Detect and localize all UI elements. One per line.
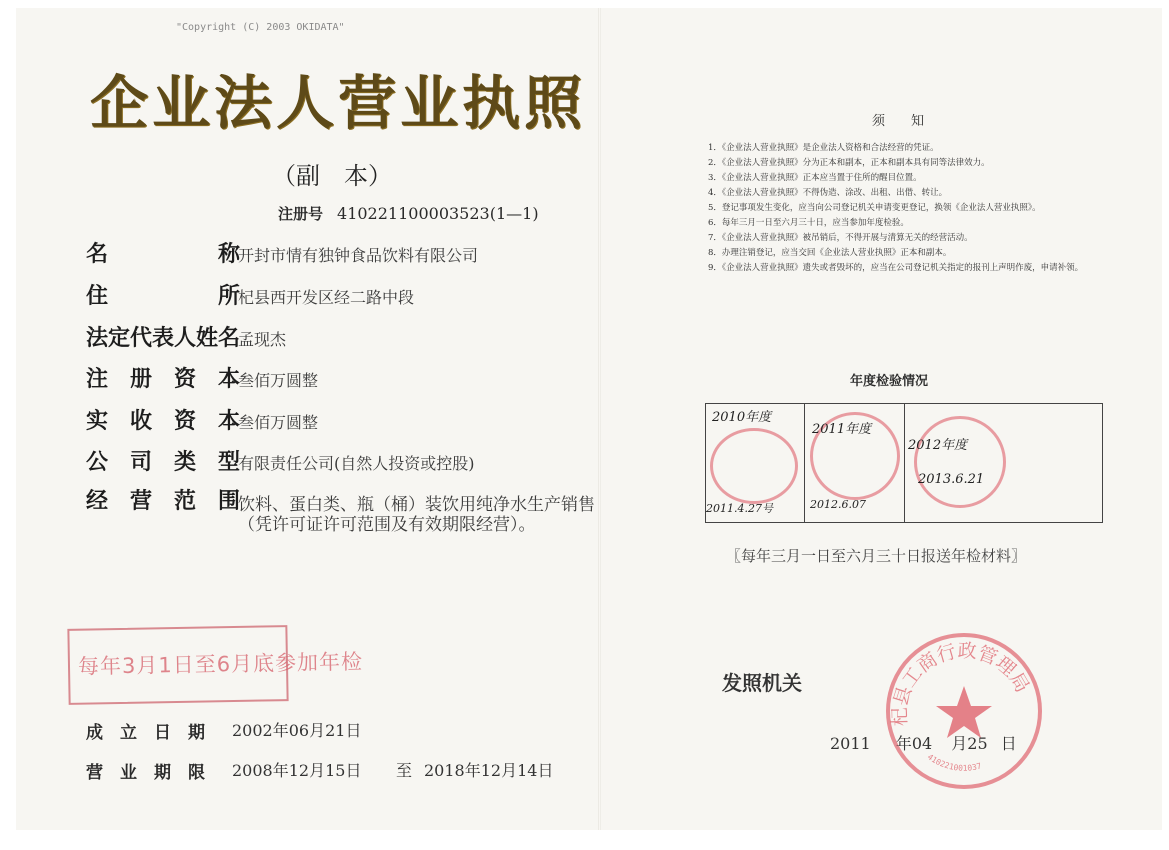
field-label: 实 收 资 本	[86, 409, 241, 434]
copyright-text: "Copyright (C) 2003 OKIDATA"	[176, 22, 345, 33]
issue-year-unit: 年	[895, 734, 912, 753]
inspection-cell	[804, 404, 905, 522]
document-title: 企业法人营业执照	[90, 69, 587, 137]
copy-subtitle: （副 本）	[272, 162, 392, 190]
notice-item: 3．《企业法人营业执照》正本应当置于住所的醒目位置。	[708, 173, 922, 183]
inspection-date-note: 2013.6.21	[918, 472, 985, 487]
page-fold	[598, 8, 601, 830]
inspection-table	[705, 403, 1103, 523]
field-value: 有限责任公司(自然人投资或控股)	[238, 454, 475, 473]
field-value: 孟现杰	[238, 330, 287, 349]
field-label: 住 所	[86, 284, 241, 309]
registration-label: 注册号	[278, 205, 324, 223]
field-label: 公 司 类 型	[86, 450, 241, 475]
business-period-from: 2008年12月15日	[232, 761, 362, 780]
inspection-date-note: 2012.6.07	[810, 498, 866, 511]
inspection-year-note: 2012年度	[908, 438, 968, 453]
registration-number	[278, 203, 539, 224]
business-period-label: 营 业 期 限	[86, 763, 205, 783]
field-value: 叁佰万圆整	[238, 413, 319, 432]
inspection-title: 年度检验情况	[850, 374, 929, 389]
registration-value: 410221100003523(1—1)	[337, 204, 539, 223]
inspection-year-note: 2011年度	[812, 422, 872, 437]
issue-day: 25	[967, 734, 988, 753]
notice-item: 9．《企业法人营业执照》遗失或者毁坏的，应当在公司登记机关指定的报刊上声明作废，申请补领。	[708, 263, 1084, 273]
notice-item: 8．办理注销登记，应当交回《企业法人营业执照》正本和副本。	[708, 248, 952, 258]
notice-item: 4．《企业法人营业执照》不得伪造、涂改、出租、出借、转让。	[708, 188, 948, 198]
inspection-cell	[904, 404, 1100, 522]
seal-code: 410221001037	[925, 752, 983, 773]
issue-month-unit: 月	[951, 734, 968, 753]
issue-date	[830, 731, 1017, 754]
annual-inspection-stamp	[67, 625, 364, 705]
notice-item: 6．每年三月一日至六月三十日，应当参加年度检验。	[708, 218, 909, 228]
stamp-text: 每年3月1日至6月底参加年检	[77, 649, 364, 679]
inspection-seal	[914, 416, 1006, 508]
inspection-cell	[706, 404, 805, 522]
official-seal	[883, 630, 1045, 792]
issuing-authority-label: 发照机关	[722, 671, 802, 695]
field-label: 法定代表人姓名	[86, 326, 241, 351]
business-period-to-label: 至	[396, 761, 413, 780]
issue-month: 04	[911, 734, 933, 753]
business-period-to: 2018年12月14日	[424, 761, 554, 780]
field-label: 经 营 范 围	[86, 489, 241, 514]
annual-report-note: 〖每年三月一日至六月三十日报送年检材料〗	[726, 547, 1027, 565]
notice-item: 7．《企业法人营业执照》被吊销后，不得开展与清算无关的经营活动。	[708, 233, 973, 243]
issue-year: 2011	[830, 734, 871, 753]
notice-list	[708, 141, 1108, 276]
established-value: 2002年06月21日	[232, 721, 362, 740]
field-value-continued: （凭许可证许可范围及有效期限经营）。	[238, 515, 536, 535]
inspection-date-note: 2011.4.27号	[706, 502, 773, 515]
field-value: 杞县西开发区经二路中段	[238, 288, 415, 307]
established-label: 成 立 日 期	[86, 723, 205, 743]
notice-item: 2．《企业法人营业执照》分为正本和副本，正本和副本具有同等法律效力。	[708, 158, 990, 168]
notice-item: 1．《企业法人营业执照》是企业法人资格和合法经营的凭证。	[708, 143, 939, 153]
notice-item: 5．登记事项发生变化，应当向公司登记机关申请变更登记，换领《企业法人营业执照》。	[708, 203, 1041, 213]
field-value: 饮料、蛋白类、瓶（桶）装饮用纯净水生产销售	[238, 495, 595, 515]
inspection-year-note: 2010年度	[712, 410, 772, 425]
field-label: 名 称	[86, 242, 241, 267]
inspection-seal	[710, 428, 798, 504]
field-value: 开封市情有独钟食品饮料有限公司	[238, 246, 479, 265]
notice-title: 须 知	[872, 114, 925, 129]
field-label: 注 册 资 本	[86, 367, 241, 392]
field-value: 叁佰万圆整	[238, 371, 319, 390]
issue-day-unit: 日	[1000, 734, 1017, 753]
seal-text: 杞县工商行政管理局	[888, 639, 1034, 727]
